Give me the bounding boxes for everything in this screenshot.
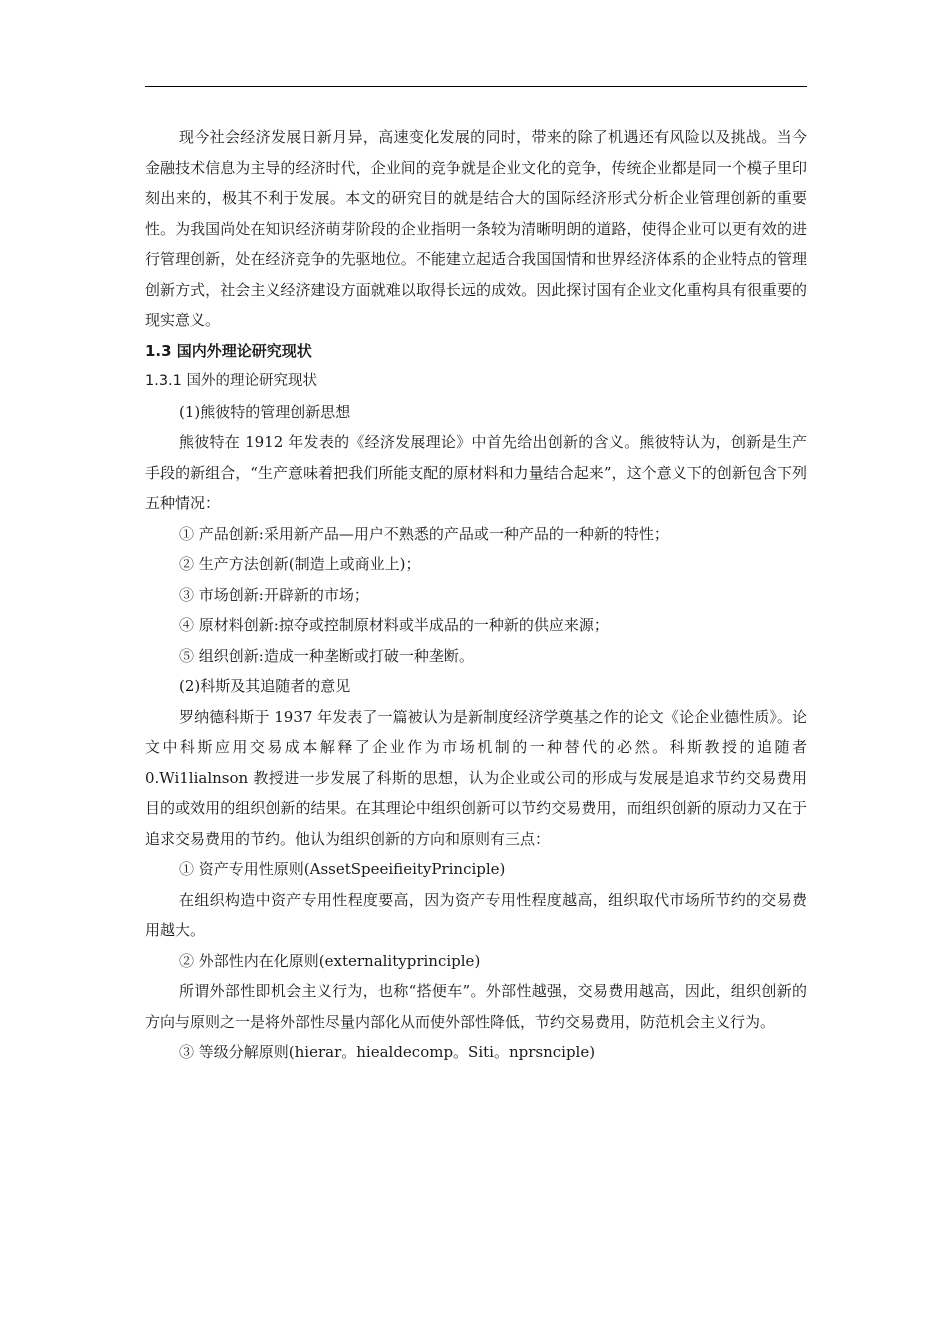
document-body [145, 122, 807, 1068]
schumpeter-paragraph: 熊彼特在 1912 年发表的《经济发展理论》中首先给出创新的含义。熊彼特认为，创新是生产手段的新组合，“生产意味着把我们所能支配的原材料和力量结合起来”，这个意义下的创新包含下列五种情况： [145, 433, 807, 512]
header-rule [145, 86, 807, 87]
externality-paragraph: 所谓外部性即机会主义行为，也称“搭便车”。外部性越强，交易费用越高，因此，组织创新的方向与原则之一是将外部性尽量内部化从而使外部性降低，节约交易费用，防范机会主义行为。 [145, 982, 807, 1031]
subsection-heading: 1.3.1 国外的理论研究现状 [145, 373, 318, 389]
list-item-organization-innovation: ⑤ 组织创新:造成一种垄断或打破一种垄断。 [179, 646, 474, 665]
principle-asset-specificity: ① 资产专用性原则(AssetSpeeifieityPrinciple) [179, 860, 506, 878]
principle-externality: ② 外部性内在化原则(externalityprinciple) [179, 951, 481, 970]
list-item-product-innovation: ① 产品创新:采用新产品—用户不熟悉的产品或一种产品的一种新的特性； [179, 524, 669, 543]
list-item-material-innovation: ④ 原材料创新:掠夺或控制原材料或半成品的一种新的供应来源； [179, 616, 609, 634]
item-schumpeter-heading: (1)熊彼特的管理创新思想 [179, 402, 351, 421]
principle-hierarchy: ③ 等级分解原则(hierar。hiealdecomp。Siti。nprsnciple) [179, 1043, 596, 1061]
asset-specificity-paragraph: 在组织构造中资产专用性程度要高，因为资产专用性程度越高，组织取代市场所节约的交易费用越大。 [145, 890, 807, 939]
list-item-method-innovation: ② 生产方法创新(制造上或商业上)； [179, 555, 421, 573]
intro-paragraph: 现今社会经济发展日新月异，高速变化发展的同时，带来的除了机遇还有风险以及挑战。当今金融技术信息为主导的经济时代，企业间的竞争就是企业文化的竞争，传统企业都是同一个模子里印刻出来的，极其不利于发展。本文的研究目的就是结合大的国际经济形式分析企业管理创新的重要性。为我国尚处在知识经济萌芽阶段的企业指明一条较为清晰明朗的道路，使得企业可以更有效的进行管理创新，处在经济竞争的先驱地位。不能建立起适合我国国情和世界经济体系的企业特点的管理创新方式，社会主义经济建设方面就难以取得长远的成效。因此探讨国有企业文化重构具有很重要的现实意义。 [145, 128, 807, 329]
list-item-market-innovation: ③ 市场创新:开辟新的市场； [179, 585, 369, 604]
section-heading: 1.3 国内外理论研究现状 [145, 341, 312, 360]
item-coase-heading: (2)科斯及其追随者的意见 [179, 677, 351, 695]
coase-paragraph: 罗纳德科斯于 1937 年发表了一篇被认为是新制度经济学奠基之作的论文《论企业德性质》。论文中科斯应用交易成本解释了企业作为市场机制的一种替代的必然。科斯教授的追随者 0.Wi1lialnson 教授进一步发展了科斯的思想，认为企业或公司的形成与发展是追求节约交易费用目的或效用的组织创新的结果。在其理论中组织创新可以节约交易费用，而组织创新的原动力又在于追求交易费用的节约。他认为组织创新的方向和原则有三点： [145, 707, 807, 848]
